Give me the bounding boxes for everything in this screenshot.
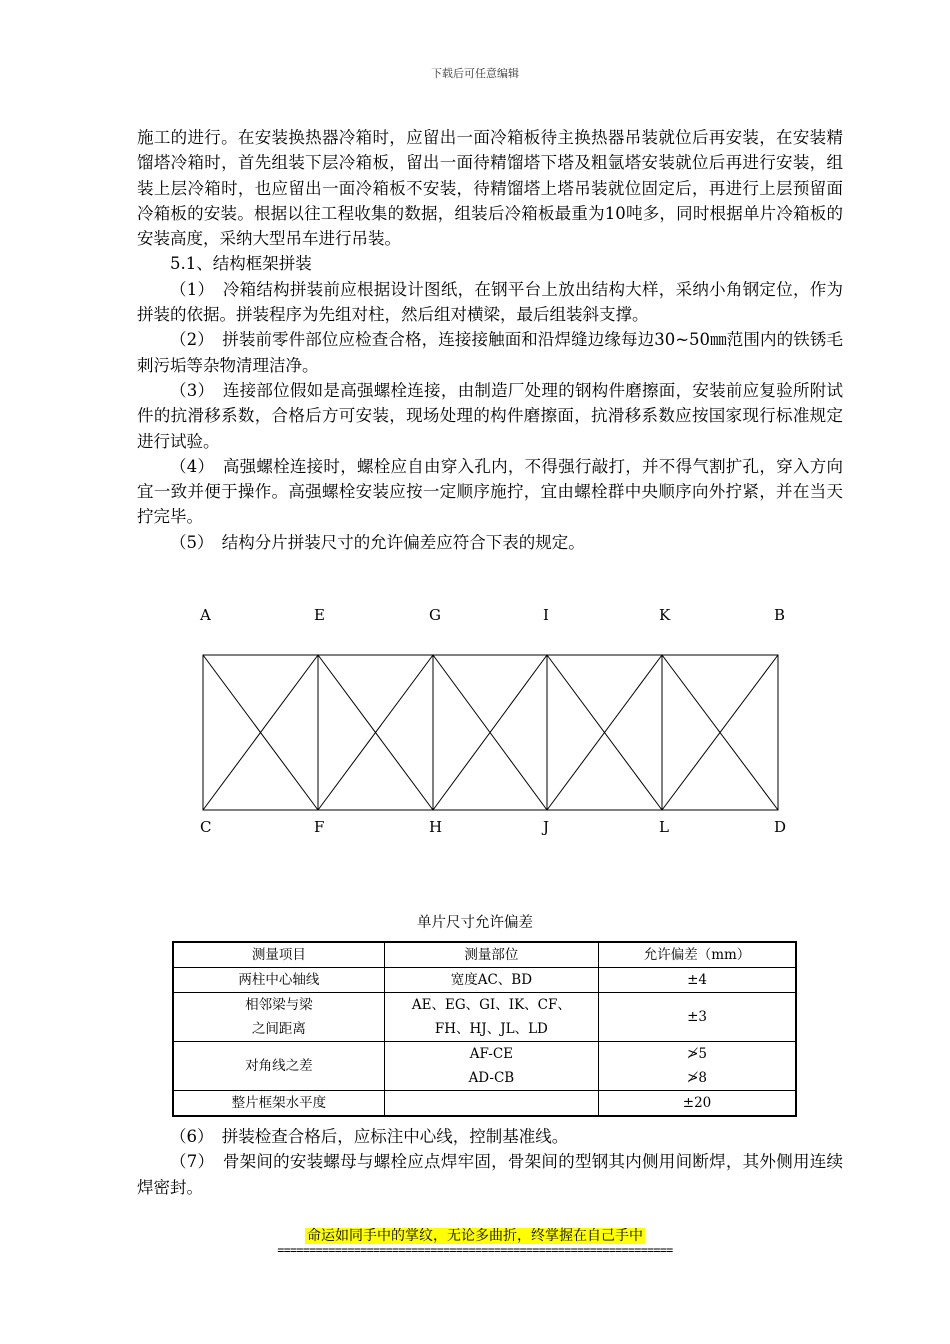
cell-line: ≯8 — [687, 1070, 707, 1086]
item-1: （1） 冷箱结构拼装前应根据设计图纸，在钢平台上放出结构大样，采纳小角钢定位，作为拼装的依据。拼装程序为先组对柱，然后组对横梁，最后组装斜支撑。 — [137, 279, 843, 325]
body-text — [137, 125, 843, 555]
table-caption: 单片尺寸允许偏差 — [417, 915, 533, 931]
table-cell: ±20 — [599, 1091, 796, 1117]
footer-rule: ============================================================== — [277, 1243, 673, 1257]
node-label-bottom: D — [774, 818, 787, 836]
table-cell: 对角线之差 — [173, 1042, 384, 1091]
item-7: （7） 骨架间的安装螺母与螺栓应点焊牢固，骨架间的型钢其内侧用间断焊，其外侧用连续焊密封。 — [137, 1152, 843, 1197]
table-row — [173, 993, 796, 1042]
node-label-bottom: C — [200, 818, 212, 836]
table-row — [173, 968, 796, 993]
node-label-bottom: L — [659, 818, 669, 836]
item-2: （2） 拼装前零件部位应检查合格，连接接触面和沿焊缝边缘每边30~50㎜范围内的铁锈毛刺污垢等杂物清理洁净。 — [137, 330, 843, 375]
item-5: （5） 结构分片拼装尺寸的允许偏差应符合下表的规定。 — [170, 532, 585, 552]
node-label-top: E — [314, 606, 325, 624]
node-label-bottom: J — [543, 818, 550, 836]
item-3: （3） 连接部位假如是高强螺栓连接，由制造厂处理的钢构件磨擦面，安装前应复验所附试件的抗滑移系数，合格后方可安装，现场处理的构件磨擦面，抗滑移系数应按国家现行标准规定进行试验。 — [137, 380, 843, 451]
table-cell — [599, 1042, 796, 1091]
table-cell: ±3 — [599, 993, 796, 1042]
tolerance-table — [172, 941, 797, 1117]
cell-line: ≯5 — [687, 1046, 707, 1062]
frame-diagram — [185, 598, 805, 848]
node-label-top: G — [429, 606, 441, 624]
page-header: 下载后可任意编辑 — [431, 67, 519, 80]
table-row — [173, 1091, 796, 1117]
cell-line: AF-CE — [469, 1046, 514, 1062]
node-label-bottom: H — [429, 818, 443, 836]
table-cell — [384, 1091, 598, 1117]
table-cell: ±4 — [599, 968, 796, 993]
section-heading: 5.1、结构框架拼装 — [170, 254, 312, 274]
table-header-row — [173, 942, 796, 968]
item-4: （4） 高强螺栓连接时，螺栓应自由穿入孔内，不得强行敲打，并不得气割扩孔，穿入方向宜一致并便于操作。高强螺栓安装应按一定顺序施拧，宜由螺栓群中央顺序向外拧紧，并在当天拧完毕。 — [137, 456, 843, 527]
item-6: （6） 拼装检查合格后，应标注中心线，控制基准线。 — [170, 1127, 569, 1146]
cell-line: 相邻梁与梁 — [245, 997, 313, 1013]
cell-line: 之间距离 — [251, 1021, 306, 1037]
cell-line: AE、EG、GI、IK、CF、 — [411, 997, 571, 1013]
node-label-top: I — [543, 606, 549, 624]
table-cell: 宽度AC、BD — [384, 968, 598, 993]
paragraph-intro: 施工的进行。在安装换热器冷箱时，应留出一面冷箱板待主换热器吊装就位后再安装，在安装精馏塔冷箱时，首先组装下层冷箱板，留出一面待精馏塔下塔及粗氩塔安装就位后再进行安装，组装上层冷箱时，也应留出一面冷箱板不安装，待精馏塔上塔吊装就位固定后，再进行上层预留面冷箱板的安装。根据以往工程收集的数据，组装后冷箱板最重为10吨多，同时根据单片冷箱板的安装高度，采纳大型吊车进行吊装。 — [137, 128, 843, 249]
cell-line: FH、HJ、JL、LD — [434, 1021, 548, 1037]
footer-motto — [0, 1225, 950, 1245]
node-label-bottom: F — [314, 818, 325, 836]
node-label-top: B — [774, 606, 786, 624]
node-label-top: A — [200, 606, 211, 624]
header-cell: 测量项目 — [173, 942, 384, 968]
node-label-top: K — [659, 606, 671, 624]
table-row — [173, 1042, 796, 1091]
header-cell: 允许偏差（mm） — [599, 942, 796, 968]
table-cell: 两柱中心轴线 — [173, 968, 384, 993]
table-cell — [384, 1042, 598, 1091]
table-cell — [173, 993, 384, 1042]
table-cell — [384, 993, 598, 1042]
after-table-text — [137, 1124, 843, 1200]
frame-lines — [203, 655, 778, 810]
table-cell: 整片框架水平度 — [173, 1091, 384, 1117]
header-cell: 测量部位 — [384, 942, 598, 968]
cell-line: AD-CB — [468, 1070, 515, 1086]
motto-text: 命运如同手中的掌纹，无论多曲折，终掌握在自己手中 — [307, 1228, 643, 1244]
